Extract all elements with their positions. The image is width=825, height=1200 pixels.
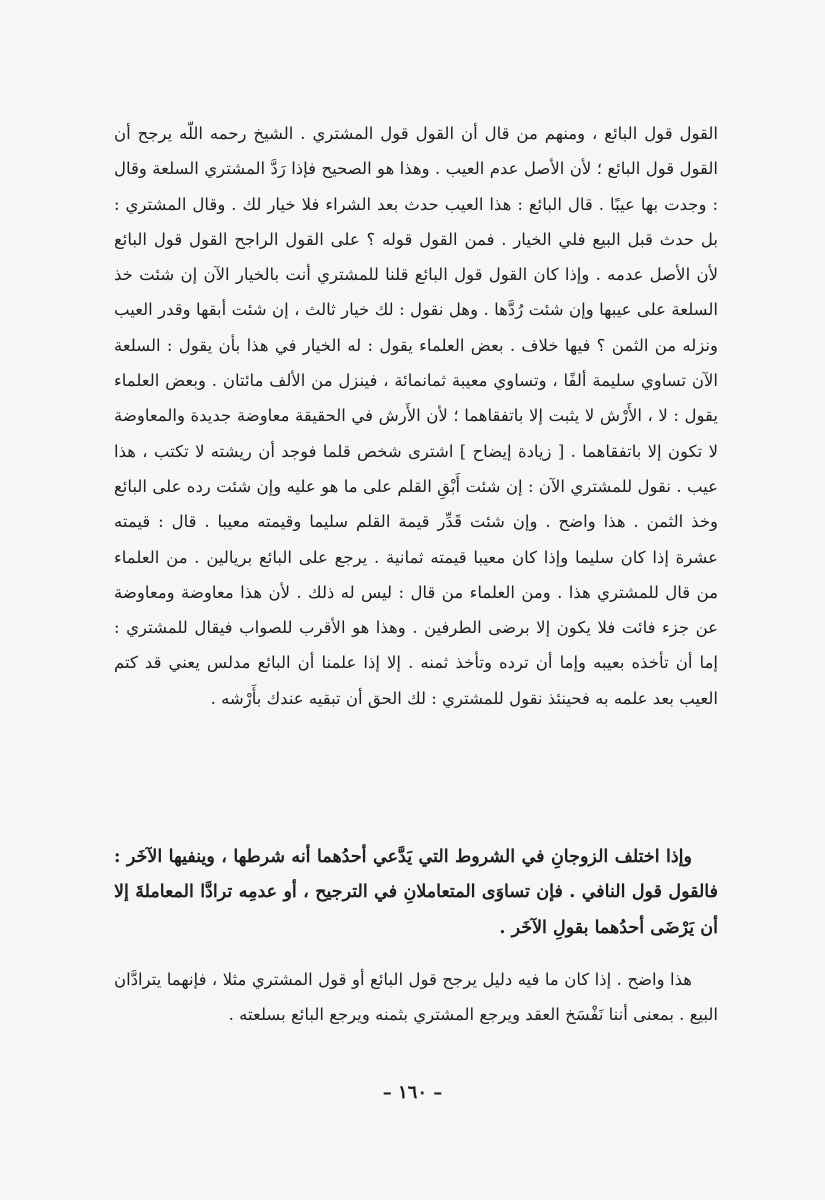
page-number: – ١٦٠ – (382, 1082, 443, 1103)
page-text (114, 116, 718, 1033)
commentary-paragraph-1: القول قول البائع ، ومنهم من قال أن القول قول المشتري . الشيخ رحمه اللّه يرجح أن القول قول البائع ؛ لأن الأصل عدم العيب . وهذا هو الصحيح فإذا رَدَّ المشتري السلعة وقال : وجدت بها عيبًا . قال البائع : هذا العيب حدث بعد الشراء فلا خيار لك . وقال المشتري : بل حدث قبل البيع فلي الخيار . فمن القول قوله ؟ على القول الراجح القول قول البائع لأن الأصل عدمه . وإذا كان القول قول البائع قلنا للمشتري أنت بالخيار الآن إن شئت خذ السلعة على عيبها وإن شئت رُدَّها . وهل نقول : لك خيار ثالث ، إن شئت أبقها وقدر العيب ونزله من الثمن ؟ فيها خلاف . بعض العلماء يقول : له الخيار في هذا بأن يقول : السلعة الآن تساوي سليمة ألفًا ، وتساوي معيبة ثمانمائة ، فينزل من الألف مائتان . وبعض العلماء يقول : لا ، الأَرْش لا يثبت إلا باتفقاهما ؛ لأن الأَرش في الحقيقة معاوضة جديدة والمعاوضة لا تكون إلا باتفقاهما . [ زيادة إيضاح ] اشترى شخص قلما فوجد أن ريشته لا تكتب ، هذا عيب . نقول للمشتري الآن : إن شئت أَبْقِ القلم على ما هو عليه وإن شئت رده على البائع وخذ الثمن . هذا واضح . وإن شئت قَدِّر قيمة القلم سليما وقيمته معيبا . قال : قيمته عشرة إذا كان سليما وإذا كان معيبا قيمته ثمانية . يرجع على البائع بريالين . من العلماء من قال للمشتري هذا . ومن العلماء من قال : ليس له ذلك . لأن هذا معاوضة ومعاوضة عن جزء فائت فلا يكون إلا برضى الطرفين . وهذا هو الأقرب للصواب فيقال للمشتري : إما أن تأخذه بعيبه وإما أن ترده وتأخذ ثمنه . إلا إذا علمنا أن البائع مدلس يعني قد كتم العيب بعد علمه به فحينئذ نقول للمشتري : لك الحق أن تبقيه عندك بأَرْشه . (114, 124, 718, 708)
matn-paragraph: وإذا اختلف الزوجانِ في الشروط التي يَدَّعي أحدُهما أنه شرطها ، وينفيها الآخَر : فالقول قول النافي . فإن تساوَى المتعاملانِ في الترجيح ، أو عدمِه ترادَّا المعاملةَ إلا أن يَرْضَى أحدُهما بقولِ الآخَر . (114, 847, 718, 938)
commentary-paragraph-2: هذا واضح . إذا كان ما فيه دليل يرجح قول البائع أو قول المشتري مثلا ، فإنهما يترادَّان البيع . بمعنى أننا نَفْسَخ العقد ويرجع المشتري بثمنه ويرجع البائع بسلعته . (114, 970, 718, 1025)
